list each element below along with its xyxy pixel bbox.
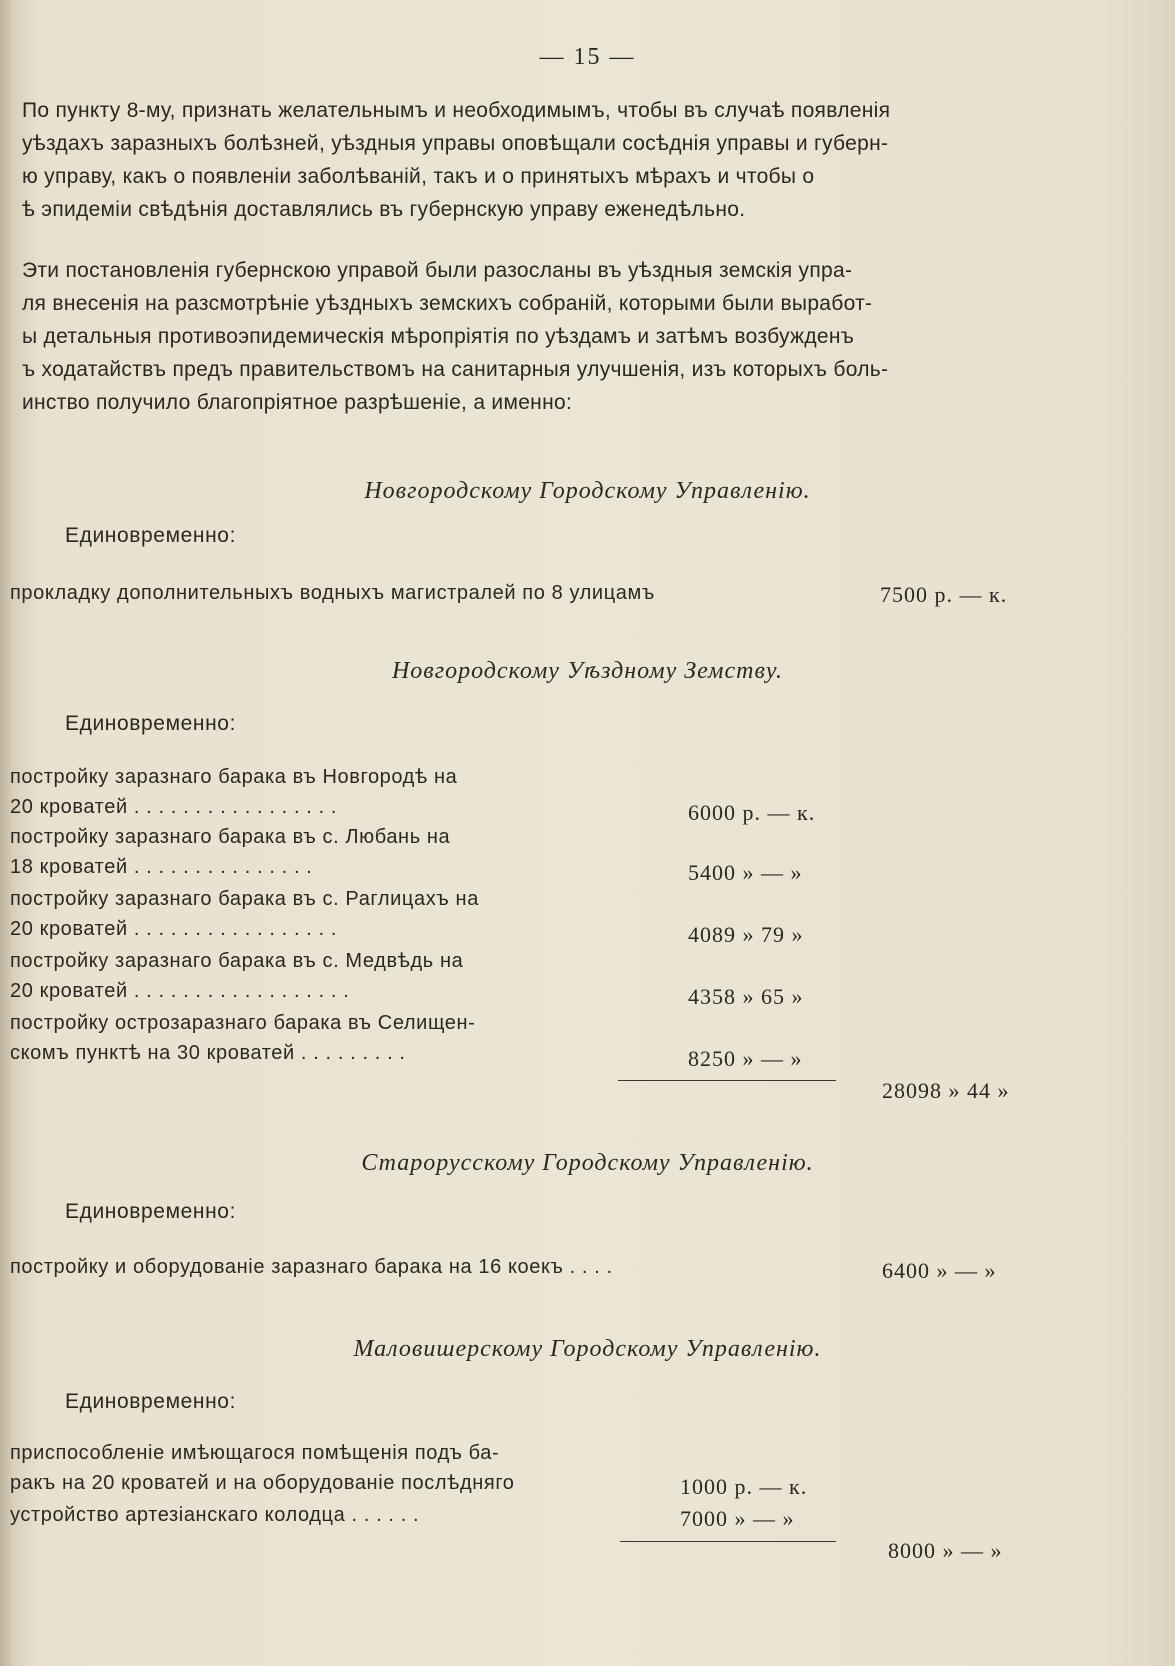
item-line: 18 кроватей . . . . . . . . . . . . . . . — [10, 856, 313, 878]
item-line: постройку заразнаго барака въ с. Любань на — [10, 826, 451, 848]
item-amount: 5400 » — » — [688, 860, 803, 885]
paragraph-line: Эти постановленія губернскою управой были разосланы въ уѣздныя земскія упра- — [22, 259, 853, 282]
item-amount: 4089 » 79 » — [688, 922, 804, 947]
paragraph-line: уѣздахъ заразныхъ болѣзней, уѣздныя управы оповѣщали сосѣднія управы и губерн- — [22, 132, 889, 155]
item-line: постройку и оборудованіе заразнаго барака на 16 коекъ . . . . — [10, 1256, 613, 1278]
item-line: постройку острозаразнаго барака въ Селищен- — [10, 1012, 476, 1034]
paragraph-2 — [22, 254, 1067, 419]
item-line: ракъ на 20 кроватей и на оборудованіе послѣдняго — [10, 1472, 515, 1494]
section-subheading: Единовременно: — [65, 1390, 237, 1413]
sum-rule — [620, 1541, 836, 1542]
section-total: 28098 » 44 » — [882, 1078, 1010, 1103]
sum-rule — [618, 1080, 836, 1081]
section-heading: Маловишерскому Городскому Управленію. — [353, 1336, 822, 1362]
paragraph-line: ю управу, какъ о появленіи заболѣваній, такъ и о принятыхъ мѣрахъ и чтобы о — [22, 165, 815, 188]
item-line: постройку заразнаго барака въ Новгородѣ на — [10, 766, 458, 788]
paragraph-line: По пункту 8-му, признать желательнымъ и необходимымъ, чтобы въ случаѣ появленія — [22, 99, 891, 122]
paragraph-line: инство получило благопріятное разрѣшеніе, а именно: — [22, 391, 573, 414]
item-line: 20 кроватей . . . . . . . . . . . . . . . . . . — [10, 980, 350, 1002]
item-amount: 4358 » 65 » — [688, 984, 804, 1009]
item-line: 20 кроватей . . . . . . . . . . . . . . . . . — [10, 918, 338, 940]
section-subheading: Единовременно: — [65, 524, 237, 547]
section-subheading: Единовременно: — [65, 712, 237, 735]
item-amount: 6000 р. — к. — [688, 800, 816, 825]
section-total: 8000 » — » — [888, 1538, 1003, 1563]
paragraph-1 — [22, 94, 1067, 226]
section-heading: Старорусскому Городскому Управленію. — [361, 1150, 814, 1176]
item-amount: 1000 р. — к. — [680, 1474, 808, 1499]
item-amount: 6400 » — » — [882, 1258, 997, 1283]
paragraph-line: ля внесенія на разсмотрѣніе уѣздныхъ земскихъ собраній, которыми были выработ- — [22, 292, 873, 315]
section-subheading: Единовременно: — [65, 1200, 237, 1223]
item-line: 20 кроватей . . . . . . . . . . . . . . . . . — [10, 796, 338, 818]
section-heading: Новгородскому Городскому Управленію. — [364, 478, 811, 504]
item-line: постройку заразнаго барака въ с. Раглицахъ на — [10, 888, 479, 910]
item-line: постройку заразнаго барака въ с. Медвѣдь на — [10, 950, 464, 972]
item-line: приспособленіе имѣющагося помѣщенія подъ ба- — [10, 1442, 500, 1464]
item-amount: 8250 » — » — [688, 1046, 803, 1071]
item-amount: 7500 р. — к. — [880, 582, 1008, 607]
item-line: прокладку дополнительныхъ водныхъ магистралей по 8 улицамъ — [10, 582, 655, 604]
paragraph-line: ы детальныя противоэпидемическія мѣропріятія по уѣздамъ и затѣмъ возбужденъ — [22, 325, 855, 348]
item-line: устройство артезіанскаго колодца . . . . . . — [10, 1504, 420, 1526]
section-heading: Новгородскому Уѣздному Земству. — [391, 658, 784, 684]
paragraph-line: ъ ходатайствъ предъ правительствомъ на санитарныя улучшенія, изъ которыхъ боль- — [22, 358, 889, 381]
paragraph-line: ѣ эпидеміи свѣдѣнія доставлялись въ губернскую управу еженедѣльно. — [22, 198, 746, 221]
item-line: скомъ пунктѣ на 30 кроватей . . . . . . . . . — [10, 1042, 406, 1064]
item-amount: 7000 » — » — [680, 1506, 795, 1531]
page-number: — 15 — — [539, 44, 636, 70]
